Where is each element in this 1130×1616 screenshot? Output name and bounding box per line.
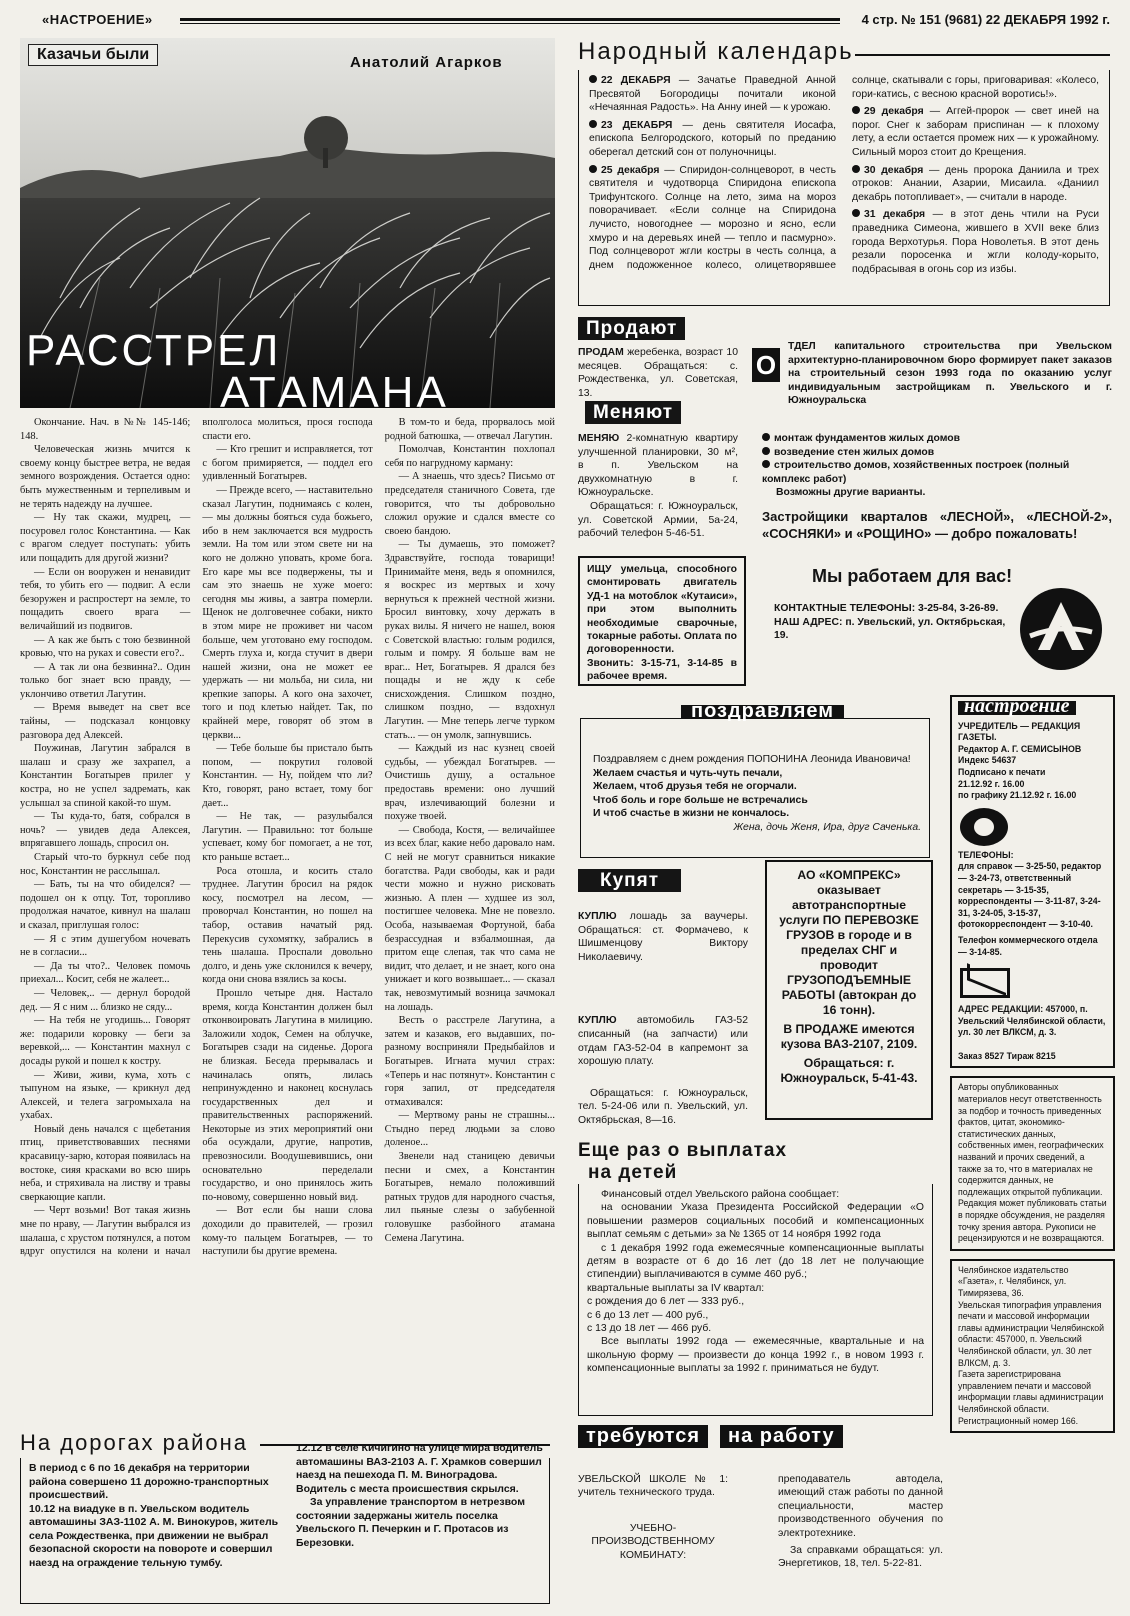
calendar-entry	[589, 74, 836, 115]
story-paragraph: — На тебя не угодишь... Говорят же: подарили коровку — беги за веревкой,... — Константин махнул с досады рукой и пошел к костру.	[20, 1015, 191, 1067]
story-body	[20, 416, 555, 1426]
calendar-date: 25 декабря	[601, 164, 660, 176]
story-paragraph: — Вот если бы наши слова доходили до правителей, — грозил кому-то пальцем Богатырев, — то наступили бы другие времена.	[202, 1205, 373, 1258]
prodayut-text: жеребенка, возраст 10 месяцев. Обращаться: с. Рождественка, ул. Советская, 13.	[578, 347, 738, 399]
masthead-phones-title: ТЕЛЕФОНЫ:	[958, 849, 1014, 860]
envelope-icon	[960, 968, 1010, 998]
workers-ad-text: ИЩУ умельца, способного смонтировать двигатель УД-1 на мотоблок «Кутаиси», при этом выполнить необходимые сварочные, токарные работы. Оплата по договоренности.	[587, 564, 737, 656]
story-paragraph: — Кто грешит и исправляется, тот с богом примиряется, — поддел его удивленный Богатырев.	[202, 444, 373, 483]
jobs-contact: За справками обращаться: ул. Энергетиков, 18, тел. 5-22-81.	[778, 1545, 943, 1570]
masthead-signed: Подписано к печати	[958, 766, 1046, 777]
story-paragraph: — А знаешь, что здесь? Письмо от председателя станичного Совета, где говорится, что ты добровольно сложил оружие и сдался вместе со своею бандою.	[384, 471, 555, 537]
bullet-icon	[852, 209, 860, 217]
calendar-text: — день пророка Даниила и трех отроков: Анании, Азарии, Мисаила. «Даниил декабрь потопливает», — считали в народе.	[852, 164, 1099, 203]
masthead-schedule: по графику 21.12.92 г. 16.00	[958, 790, 1077, 801]
story-paragraph: — Ты думаешь, это поможет? Здравствуйте, господа товарищи! Принимайте меня, ведь я опомнился, я воскрес из мертвых и хочу вернуться к прежней честной жизни. Бросил винтовку, хочу держать в руках вилы. Я ничего не нашел, воюя с Советской властью: голым родился, голым и помру. Я больше вам не враг... Нет, Богатырев. Я дрался без пощады и не жду к себе снисхождения. Слишком поздно, слишком поздно, — вздохнул Лагутин. — Мне теперь легче турком стать... — он умолк, запнувшись.	[384, 539, 555, 741]
newspaper-brand: «НАСТРОЕНИЕ»	[42, 12, 153, 27]
story-paragraph: — Тебе больше бы пристало быть попом, — покрутил головой Константин. — Ну, пойдем что ли? Кто, говорят, рано встает, тому бог дает...	[202, 743, 373, 809]
page-header	[20, 10, 1110, 32]
story-paragraph: — Да ты что?.. Человек помочь приехал... Косит, себя не жалеет...	[20, 960, 191, 986]
jobs-combine: УЧЕБНО-ПРОИЗВОДСТВЕННОМУ КОМБИНАТУ:	[591, 1522, 715, 1561]
payments-paragraph: Все выплаты 1992 года — ежемесячные, квартальные и на школьную форму — произвести до конца 1992 г., в новом 1993 г. компенсационные выплаты за 1992 г. приниматься не будут.	[587, 1336, 924, 1375]
kupyat-label: Купят	[578, 869, 681, 892]
bullet-icon	[589, 165, 597, 173]
menyayut-header	[585, 402, 681, 424]
story-paragraph: — Мертвому раны не страшны... Стыдно перед людьми за слово доленое...	[384, 1110, 555, 1149]
prodayut-keyword: ПРОДАМ	[578, 347, 624, 358]
masthead-index: Индекс 54637	[958, 755, 1017, 766]
story-paragraph: — А как же быть с тою безвинной кровью, что на руках и совести его?..	[20, 634, 191, 660]
calendar-date: 31 декабря	[864, 209, 926, 221]
kupyat-ad1-keyword: КУПЛЮ	[578, 911, 617, 922]
calendar-entry	[852, 164, 1099, 205]
story-author: Анатолий Агарков	[350, 54, 503, 71]
calendar-text: — Аггей-пророк — свет иней на порог. Снег к заборам приспинан — к плохому лету, а если остается промеж них — к урожайному. Сильный мороз стоит до Крещения.	[852, 106, 1100, 158]
poem-line: Желаем, чтоб друзья тебя не огорчали.	[593, 781, 797, 793]
masthead-registration: Газета зарегистрирована управлением печати и массовой информации главы администрации Челябинской области. Регистрационный номер 166.	[958, 1369, 1104, 1426]
otdel-phones: КОНТАКТНЫЕ ТЕЛЕФОНЫ: 3-25-84, 3-26-89.	[774, 603, 999, 614]
jobs-label-1: требуются	[578, 1425, 708, 1448]
congratulations-intro: Поздравляем с днем рождения ПОПОНИНА Леонида Ивановича!	[593, 754, 911, 765]
otdel-service-item	[762, 446, 1112, 460]
workers-ad-call: Звонить: 3-15-71, 3-14-85 в рабочее время.	[587, 657, 737, 683]
story-paragraph: — Свобода, Костя, — величайшее из всех благ, какие небо даровало нам. С ней не могут сравниться никакие богатства. Ради свободы, как и ради чести можно и нужно рисковать жизнью. А плен — худшее из зол, постигшее человека. Мне не повезло. Особа, называемая Фортуной, баба безрассудная и взбалмошная, да притом еще слепая, так что сама не видит, что делает, и не знает, кого она унижает и кого возвышает... — сказал так, невозмутимый возница зачмокал на лошадь.	[384, 824, 555, 1013]
otdel-service-text: возведение стен жилых домов	[774, 446, 935, 458]
calendar-entry	[852, 208, 1099, 276]
otdel-service-text: строительство домов, хозяйственных построек (полный комплекс работ)	[762, 460, 1070, 485]
payments-paragraph: с 1 декабря 1992 года ежемесячные компенсационные выплаты детям в возрасте от 6 до 16 лет (до 18 лет не получающие стипендии) выплачиваются в сумме 460 руб.;	[587, 1242, 924, 1281]
story-paragraph: — Человек,.. — дернул бородой дед. — Я с ним ... близко не сяду...	[20, 987, 191, 1013]
otdel-options: Возможны другие варианты.	[776, 487, 926, 499]
story-title-line2: АТАМАНА	[220, 368, 449, 408]
calendar-box	[578, 70, 1110, 306]
bullet-icon	[852, 106, 860, 114]
payments-paragraph: с рождения до 6 лет — 333 руб.,	[587, 1296, 745, 1308]
calendar-title-rule	[855, 54, 1110, 56]
calendar-date: 23 ДЕКАБРЯ	[601, 119, 673, 131]
otdel-logo-icon	[1020, 588, 1102, 670]
bullet-icon	[762, 433, 770, 441]
bullet-icon	[762, 447, 770, 455]
story-paragraph: Звенели над станицею девичьи песни и смех, а Константин Богатырев, немало положивший ратных трудов для народного счастья, лил пьяные слезы о забубенной головушке разбойного атамана Семена Лагутина.	[384, 1151, 555, 1244]
story-paragraph: Окончание. Нач. в №№ 145-146; 148.	[20, 417, 191, 442]
roads-column-1	[29, 1462, 284, 1570]
poem-line: И чтоб счастье в жизни не кончалось.	[593, 808, 790, 820]
story-paragraph: Помолчав, Константин похлопал себя по нагрудному карману:	[384, 444, 555, 469]
payments-section	[578, 1140, 933, 1416]
calendar-date: 30 декабря	[864, 164, 924, 176]
workers-ad-box	[578, 556, 746, 686]
story-paragraph: — Время выведет на свет все тайны, — подсказал концовку разговора дед Алексей.	[20, 702, 191, 741]
jobs-label-2: на работу	[720, 1425, 843, 1448]
telephone-icon	[960, 808, 1008, 846]
rubric-label: Казачьи были	[28, 44, 158, 66]
jobs-column-2	[778, 1473, 943, 1571]
issue-info: 4 стр. № 151 (9681) 22 ДЕКАБРЯ 1992 г.	[861, 12, 1110, 27]
jobs-section	[578, 1425, 943, 1570]
story-paragraph: — Ты куда-то, батя, собрался в ночь? — увидев деда Алексея, впрягавшего лошадь, спросил он.	[20, 811, 191, 850]
masthead-logo: настроение	[958, 701, 1076, 715]
story-paragraph: Поужинав, Лагутин забрался в шалаш и сразу же захрапел, а Константин Богатырев прилег у костра, но не успел задремать, как услышал за спиной какой-то шум.	[20, 743, 191, 809]
masthead-phones: для справок — 3-25-50, редактор — 3-24-73, ответственный секретарь — 3-15-35, корреспонденты — 3-11-87, 3-24-31, 3-24-05, 3-15-37, фотокорреспондент — 3-10-40.	[958, 861, 1102, 930]
menyayut-label: Меняют	[585, 401, 681, 424]
masthead-disclaimer: Авторы опубликованных материалов несут ответственность за подбор и точность приведенных фактов, цитат, экономико-статистических данных, собственных имен, географических названий и прочих сведений, а также за то, что в материалах не содержится данных, не подлежащих открытой публикации. Редакция может публиковать статьи в порядке обсуждения, не разделяя точку зрения автора. Рукописи не рецензируются и не возвращаются.	[958, 1082, 1107, 1244]
payments-paragraph: с 6 до 13 лет — 400 руб.,	[587, 1309, 709, 1321]
payments-paragraph: на основании Указа Президента Российской Федерации «О повышении размеров социальных пособий и компенсационных выплат семьям с детьми» за № 1365 от 14 ноября 1992 года	[587, 1202, 924, 1241]
story-paragraph: Роса отошла, и косить стало труднее. Лагутин бросил на рядок косу, посмотрел на лесом, — проворчал Константин, но пошел на табор, оставив начатый ряд. Перекусив сухомятку, забрались в тень шалаша. Проспали довольно долго, и день уже склонился к вечеру, когда они снова взялись за косы.	[202, 865, 373, 986]
story-paragraph: — Не так, — разулыбался Лагутин. — Правильно: тот больше успевает, кому бог помогает, а не тот, кто раньше встает...	[202, 811, 373, 863]
jobs-school: УВЕЛЬСКОЙ ШКОЛЕ № 1: учитель технического труда.	[578, 1474, 728, 1499]
masthead-printer2: Увельская типография управления печати и массовой информации главы администрации Челябинской области: 457000, п. Увельский Челябинской области, ул. 30 лет ВЛКСМ, д. 3.	[958, 1299, 1105, 1368]
payments-body	[578, 1184, 933, 1416]
calendar-title: Народный календарь	[578, 38, 854, 65]
story-paragraph: — Прежде всего, — наставительно сказал Лагутин, поднимаясь с колен, — мы должны бояться суда божьего, ибо в нем заключается вся мудрость земли. На том или этом свете ни на кого не должно уповать, кроме бога. Его каре мы все подвержены, ты и сам это знаешь не хуже моего: сегодня мы живы, а завтра померли. Щенок не долговечнее собаки, никто в этом мире не проживет ни часом больше, чем уготовано ему господом. Смерть глуха и, когда стучит в двери нашей жизни, она не может ее удержать — ни мольба, ни сила, ни крепкие запоры. А кого она захочет, того и под клетью найдет. Так, по крайней мере, говорят об этом в церкви...	[202, 484, 373, 741]
story-paragraph: — Ну так скажи, мудрец, — посуровел голос Константина. — Как с врагом следует поступать: убить или пощадить для другой жизни?	[20, 512, 191, 564]
calendar-date: 29 декабря	[864, 106, 924, 118]
masthead-editor: Редактор А. Г. СЕМИСЫНОВ	[958, 743, 1082, 754]
otdel-service-item	[762, 459, 1112, 486]
poem-line: Чтоб боль и горе больше не встречались	[593, 794, 808, 806]
payments-title-line2: на детей	[588, 1162, 678, 1183]
roads-title: На дорогах района	[20, 1430, 249, 1455]
menyayut-text: 2-комнатную квартиру улучшенной планировки, 30 м², в п. Увельском на двухкомнатную в г. Южноуральске.	[578, 433, 738, 499]
calendar-text: — Спиридон-солнцеворот, в честь святителя и чудотворца Спиридона епископа Трифунтского. Солнце на лето, зима на мороз поворачивает. «Если солнце на Спиридона лучисто, новогоднее — морозно и ясно, если хмуро и на деревьях иней — тепло и пасмурно». Под солнцеворот жгли костры в честь солнца, а днем подожженное колесо, олицетворявшее солнце, скатывали с горы, приговаривая: «Колесо, гори-катись, с весною красной воротись!».	[589, 75, 1099, 271]
story-paragraph: — Бать, ты на что обиделся? — подошел он к отцу. Тот, торопливо продолжая начатое, кивнул на шалаш и сказал, приглушая голос:	[20, 879, 191, 931]
otdel-service-item	[762, 432, 1112, 446]
bullet-icon	[589, 75, 597, 83]
roads-item: 10.12 на виадуке в п. Увельском водитель автомашины ЗАЗ-1102 А. М. Винокуров, житель села Рождественка, при движении не выбрал безопасной скорости на повороте и совершил наезд на ограждение тельную тумбу.	[29, 1502, 279, 1569]
jobs-position: преподаватель автодела, имеющий стаж работы по данной специальности, мастер производственного обучения по электротехнике.	[778, 1474, 943, 1539]
menyayut-contact: Обращаться: г. Южноуральск, ул. Советской Армии, 5а-24, рабочий телефон 5-46-51.	[578, 500, 738, 540]
otdel-slogan: Застройщики кварталов «ЛЕСНОЙ», «ЛЕСНОЙ-2», «СОСНЯКИ» и «РОЩИНО» — добро пожаловать!	[762, 509, 1112, 541]
calendar-entry	[589, 119, 836, 160]
story-paragraph: В том-то и беда, прорвалось мой родной батюшка, — отвечал Лагутин.	[384, 417, 555, 442]
menyayut-keyword: МЕНЯЮ	[578, 433, 620, 444]
masthead-printer1: Челябинское издательство «Газета», г. Челябинск, ул. Тимирязева, 36.	[958, 1264, 1069, 1298]
prodayut-ad	[578, 346, 738, 400]
story-paragraph: Человеческая жизнь мчится к своему концу быстрее ветра, не ведая земного возрождения. Остается одно: быть мужественным и терпеливым и не терять надежду на лучшее.	[20, 444, 191, 510]
otdel-services	[762, 432, 1112, 500]
masthead-founder: УЧРЕДИТЕЛЬ — РЕДАКЦИЯ ГАЗЕТЫ.	[958, 720, 1081, 743]
story-paragraph: Прошло четыре дня. Настало время, когда Константин должен был отконвоировать Лагутина в милицию. Заложили ходок, Семен на облучке, Богатырев сзади на сиденье. Дорога не близкая. Беседа прерывалась и начиналась опять, лилась непринужденно и наконец коснулась государственных дел и правительственных распоряжений. Некоторые из этих мероприятий они оба осуждали, другие, напротив, превозносили. Воодушевившись, они основательно переделали государство, и оно принялось жить по-новому, совершенно новый вид.	[202, 987, 373, 1203]
menyayut-ad	[578, 432, 738, 541]
kupyat-ad2-text: автомобиль ГАЗ-52 списанный (на запчасти) или отдам ГАЗ-52-04 в капремонт за хорошую плату.	[578, 1015, 748, 1068]
story-paragraph: — Живи, живи, кума, хоть с тыпуном на языке, — крикнул дед Алексей, и телега загромыхала на ухабах.	[20, 1069, 191, 1122]
kupyat-contact: Обращаться: г. Южноуральск, тел. 5-24-06 или п. Увельский, ул. Октябрьская, 8—16.	[578, 1087, 748, 1126]
masthead	[950, 695, 1115, 1616]
kompreks-contact: Обращаться: г. Южноуральск, 5-41-43.	[780, 1056, 918, 1085]
masthead-order: Заказ 8527 Тираж 8215	[958, 1050, 1056, 1061]
roads-item: В период с 6 по 16 декабря на территории района совершено 11 дорожно-транспортных происшествий.	[29, 1462, 269, 1501]
masthead-address: АДРЕС РЕДАКЦИИ: 457000, п. Увельский Челябинской области, ул. 30 лет ВЛКСМ, д. 3.	[958, 1004, 1106, 1038]
otdel-work-heading: Мы работаем для вас!	[812, 566, 1013, 586]
kupyat-ad2-keyword: КУПЛЮ	[578, 1015, 617, 1027]
jobs-column-1	[578, 1473, 728, 1562]
masthead-disclaimer-box	[950, 1076, 1115, 1250]
kompreks-ad	[765, 860, 933, 1120]
story-paragraph: Старый что-то буркнул себе под нос, Константин не расслышал.	[20, 852, 191, 877]
bullet-icon	[589, 120, 597, 128]
otdel-intro: ТДЕЛ капитального строительства при Увельском архитектурно-планировочном бюро формирует пакет заказов на строительный сезон 1993 года по оказанию услуг индивидуальным застройщикам п. Увельского и г. Южноуральска	[788, 341, 1112, 407]
kupyat-ads	[578, 910, 748, 1128]
story-paragraph: — Черт возьми! Вот такая жизнь мне по нраву, — Лагутин выбрался из шалаша, с хрустом потянулся, а потом вдруг опустился на колени и начал вполголоса молиться, прося господа спасти его.	[20, 417, 373, 1258]
story-paragraph: — Я с этим душегубом ночевать не в согласии...	[20, 933, 191, 959]
story-paragraph: Новый день начался с щебетания птиц, приветствовавших песнями красавицу-зарю, которая появилась на востоке, сияя красками во всю ширь неба, и стряхивала на листву и травы сверкающие капли.	[20, 1123, 191, 1203]
roads-item: 12.12 в селе Кичигино на улице Мира водитель автомашины ВАЗ-2103 А. Г. Храмков совершил наезд на пешехода П. М. Виноградова. Водитель с места происшествия скрылся.	[296, 1442, 543, 1495]
prodayut-label: Продают	[578, 317, 685, 340]
story-photo	[20, 38, 555, 408]
payments-paragraph: квартальные выплаты за IV квартал:	[587, 1282, 765, 1294]
otdel-service-text: монтаж фундаментов жилых домов	[774, 433, 960, 444]
masthead-printer-box	[950, 1259, 1115, 1433]
bullet-icon	[762, 460, 770, 468]
calendar-text: — Зачатье Праведной Анной Пресвятой Богородицы почитали иконой «Нечаянная Радость». На Анну иней — к урожаю.	[589, 75, 836, 114]
otdel-address: НАШ АДРЕС: п. Увельский, ул. Октябрьская, 19.	[774, 616, 1006, 642]
triangle-logo-icon	[1020, 588, 1102, 670]
payments-paragraph: с 13 до 18 лет — 466 руб.	[587, 1323, 712, 1335]
congratulations-box	[580, 700, 930, 858]
kupyat-header	[578, 870, 681, 892]
masthead-info-box	[950, 695, 1115, 1068]
calendar-text: — день святителя Иосафа, епископа Белгородского, который по преданию оберегал детский сон от полуночницы.	[589, 119, 836, 158]
masthead-commerce: Телефон коммерческого отдела — 3-14-85.	[958, 934, 1098, 957]
story-paragraph: — А так ли она безвинна?.. Один только бог знает всю правду, — уклончиво ответил Лагутин.	[20, 661, 191, 700]
payments-title-line1: Еще раз о выплатах	[578, 1140, 788, 1161]
bullet-icon	[852, 165, 860, 173]
roads-column-2	[296, 1442, 544, 1550]
story-paragraph: — Если он вооружен и ненавидит тебя, то убить его — подвиг. А если безоружен и распростерт на земле, то пощадить своего врага — величайший из подвигов.	[20, 566, 191, 632]
story-title-line1: РАССТРЕЛ	[26, 326, 282, 375]
kompreks-sale: В ПРОДАЖЕ имеются кузова ВАЗ-2107, 2109.	[780, 1022, 918, 1051]
congratulations-label: поздравляем	[681, 705, 844, 719]
congratulations-poem	[593, 767, 921, 821]
kompreks-text: АО «КОМПРЕКС» оказывает автотранспортные услуги ПО ПЕРЕВОЗКЕ ГРУЗОВ в городе и в пределах СНГ и проводит ГРУЗОПОДЪЕМНЫЕ РАБОТЫ (автокран до 16 тонн).	[779, 868, 919, 1017]
calendar-entries	[589, 74, 1099, 300]
payments-paragraph: Финансовый отдел Увельского района сообщает:	[601, 1189, 840, 1200]
masthead-signed-date: 21.12.92 г. 16.00	[958, 778, 1025, 789]
header-rule	[180, 18, 840, 24]
kupyat-ad1-text: лошадь за ваучеры. Обращаться: ст. Формачево, к Шишменцову Виктору Николаевичу.	[578, 911, 748, 963]
prodayut-header	[578, 318, 685, 340]
roads-item: За управление транспортом в нетрезвом состоянии задержаны житель поселка Увельского П. Печеркин и Г. Протасов из Березовки.	[296, 1496, 525, 1549]
congratulations-signature: Жена, дочь Женя, Ира, друг Саченька.	[733, 821, 921, 833]
poem-line: Желаем счастья и чуть-чуть печали,	[593, 767, 783, 779]
story-paragraph: Весть о расстреле Лагутина, а затем и казаков, его выдавших, по-разному восприняли Предыбайлов и Богатырев. Игната мучил страх: «Теперь и нас потянут». Константин с горя запил, от председателя отмахивался:	[384, 1015, 555, 1108]
calendar-text: — в этот день чтили на Руси праведника Симеона, жившего в XVII веке близ города Верхотурья. Пора Новолетья. В этот день резали поросенка и жгли колоду-корыто, подбрасывая в огонь сор из избы.	[852, 209, 1099, 275]
story-paragraph: — Каждый из нас кузнец своей судьбы, — убеждал Богатырев. — Очистишь душу, а остальное предоставь времени: оно лучший врач, излечивающий болезни и похуже твоей.	[384, 743, 555, 823]
calendar-entry	[852, 105, 1099, 159]
otdel-contacts	[774, 602, 1010, 643]
calendar-date: 22 ДЕКАБРЯ	[601, 75, 671, 86]
otdel-ad	[752, 340, 1112, 650]
otdel-initial: О	[752, 348, 780, 382]
roads-section	[20, 1430, 550, 1606]
